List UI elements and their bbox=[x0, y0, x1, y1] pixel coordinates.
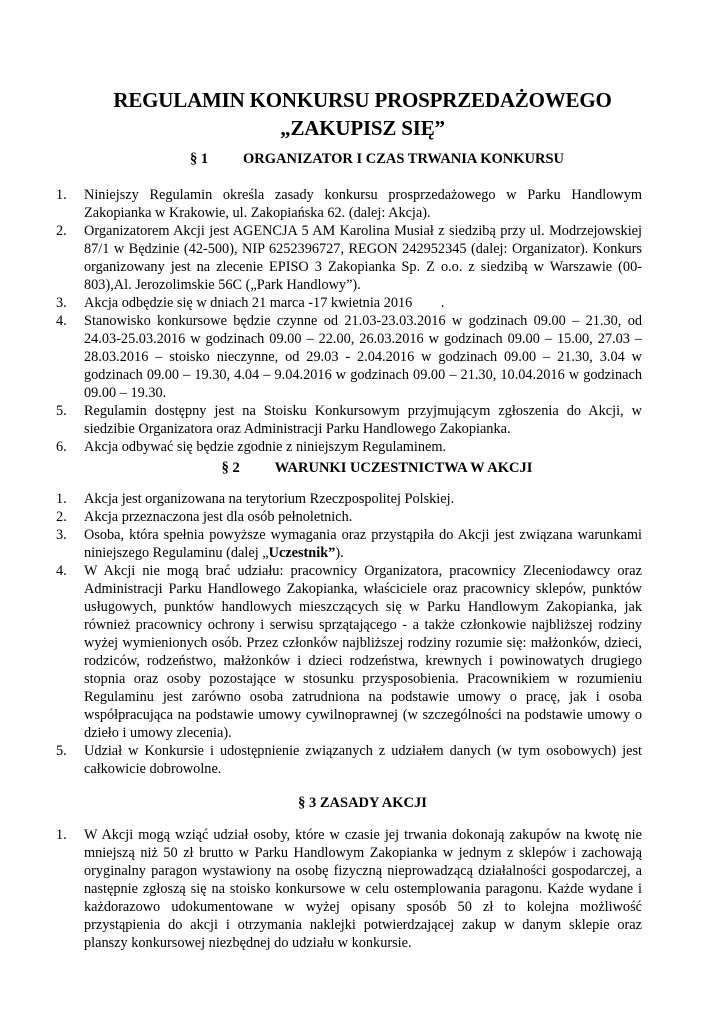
item-text: W Akcji mogą wziąć udział osoby, które w czasie jej trwania dokonają zakupów na kwotę nie mniejszą niż 50 zł brutto w Parku Handlowym Zakopianka w jednym z sklepów i zachowają oryginalny paragon wystawiony na osobę fizyczną nieprowadzącą działalności gospodarczej, a następnie zgłoszą się na stoisko konkursowe w celu ostemplowania paragonu. Każde wydane i każdorazowo udokumentowane w wyżej opisany sposób 50 zł to kolejna możliwość przystąpienia do akcji i otrzymania naklejki potwierdzającej zakup w danym sklepie oraz planszy konkursowej niezbędnej do udziału w konkursie. bbox=[84, 827, 642, 951]
item-number: 5. bbox=[56, 403, 67, 419]
item-number: 3. bbox=[56, 295, 67, 311]
section-number: § 3 bbox=[298, 795, 317, 811]
item-text: Stanowisko konkursowe będzie czynne od 21.03-23.03.2016 w godzinach 09.00 – 21.30, od 24.03-25.03.2016 w godzinach 09.00 – 22.00, 26.03.2016 w godzinach 09.00 – 15.00, 27.03 – 28.03.2016 – stoisko nieczynne, od 29.03 - 2.04.2016 w godzinach 09.00 – 21.30, 3.04 w godzinach 09.00 – 19.30, 4.04 – 9.04.2016 w godzinach 09.00 – 21.30, 10.04.2016 w godzinach 09.00 – 19.30. bbox=[84, 313, 642, 401]
item-text: Akcja odbędzie się w dniach 21 marca -17 kwietnia 2016 . bbox=[84, 295, 445, 311]
list-item bbox=[56, 490, 642, 508]
item-number: 1. bbox=[56, 491, 67, 507]
item-text: Udział w Konkursie i udostępnienie związanych z udziałem danych (w tym osobowych) jest całkowicie dobrowolne. bbox=[84, 743, 642, 777]
section-3-heading bbox=[0, 794, 725, 812]
item-number: 2. bbox=[56, 223, 67, 239]
list-item bbox=[56, 222, 642, 294]
list-item bbox=[56, 402, 642, 438]
item-text: Organizatorem Akcji jest AGENCJA 5 AM Karolina Musiał z siedzibą przy ul. Modrzejowskiej 87/1 w Będzinie (42-500), NIP 6252396727, REGON 242952345 (dalej: Organizator). Konkurs organizowany jest na zlecenie EPISO 3 Zakopianka Sp. Z o.o. z siedzibą w Warszawie (00-803),Al. Jerozolimskie 56C („Park Handlowy”). bbox=[84, 223, 642, 293]
section-1-heading bbox=[12, 150, 725, 168]
item-text: Akcja przeznaczona jest dla osób pełnoletnich. bbox=[84, 509, 353, 525]
list-item bbox=[56, 438, 642, 456]
item-number: 3. bbox=[56, 527, 67, 543]
list-item bbox=[56, 508, 642, 526]
section-2-list bbox=[56, 490, 642, 778]
item-number: 2. bbox=[56, 509, 67, 525]
section-number: § 1 bbox=[189, 151, 209, 167]
document-title-line-1: REGULAMIN KONKURSU PROSPRZEDAŻOWEGO bbox=[113, 88, 612, 112]
section-title: ORGANIZATOR I CZAS TRWANIA KONKURSU bbox=[243, 151, 564, 167]
section-1-list bbox=[56, 186, 642, 456]
item-text: Akcja odbywać się będzie zgodnie z niniejszym Regulaminem. bbox=[84, 439, 447, 455]
item-text-end: ). bbox=[335, 545, 344, 561]
section-2-heading bbox=[12, 459, 725, 477]
item-text: Niniejszy Regulamin określa zasady konkursu prosprzedażowego w Parku Handlowym Zakopianka w Krakowie, ul. Zakopiańska 62. (dalej: Akcja). bbox=[84, 187, 642, 221]
section-3-list bbox=[56, 826, 642, 952]
list-item bbox=[56, 294, 642, 312]
section-number: § 2 bbox=[221, 460, 240, 476]
document-title-line-2: „ZAKUPISZ SIĘ” bbox=[280, 116, 445, 140]
item-text: Regulamin dostępny jest na Stoisku Konkursowym przyjmującym zgłoszenia do Akcji, w siedzibie Organizatora oraz Administracji Parku Handlowego Zakopianka. bbox=[84, 403, 642, 437]
list-item bbox=[56, 742, 642, 778]
list-item bbox=[56, 526, 642, 562]
section-title: WARUNKI UCZESTNICTWA W AKCJI bbox=[274, 460, 533, 476]
list-item bbox=[56, 826, 642, 952]
item-number: 4. bbox=[56, 563, 67, 579]
item-number: 6. bbox=[56, 439, 67, 455]
item-text: Osoba, która spełnia powyższe wymagania oraz przystąpiła do Akcji jest związana warunkami niniejszego Regulaminu (dalej „ bbox=[84, 527, 642, 561]
item-number: 1. bbox=[56, 827, 67, 843]
list-item bbox=[56, 312, 642, 402]
item-text: W Akcji nie mogą brać udziału: pracownicy Organizatora, pracownicy Zleceniodawcy oraz Administracji Parku Handlowego Zakopianka, właściciele oraz pracownicy sklepów, punktów usługowych, punktów handlowych mieszczących się w Parku Handlowym Zakopianka, jak również pracownicy ochrony i serwisu sprzątającego - a także członkowie najbliższej rodziny wyżej wymienionych osób. Przez członków najbliższej rodziny rozumie się: małżonków, dzieci, rodziców, rodzeństwo, małżonków i dzieci rodzeństwa, krewnych i powinowatych drugiego stopnia oraz osoby pozostające w stosunku przysposobienia. Pracownikiem w rozumieniu Regulaminu jest zarówno osoba zatrudniona na podstawie umowy o pracę, jak i osoba współpracująca na podstawie umowy cywilnoprawnej (w szczególności na podstawie umowy o dzieło i umowy zlecenia). bbox=[84, 563, 642, 741]
list-item bbox=[56, 186, 642, 222]
item-number: 1. bbox=[56, 187, 67, 203]
item-number: 5. bbox=[56, 743, 67, 759]
section-title: ZASADY AKCJI bbox=[319, 795, 427, 811]
item-number: 4. bbox=[56, 313, 67, 329]
participant-term: Uczestnik” bbox=[268, 545, 336, 561]
list-item bbox=[56, 562, 642, 742]
item-text: Akcja jest organizowana na terytorium Rzeczpospolitej Polskiej. bbox=[84, 491, 455, 507]
